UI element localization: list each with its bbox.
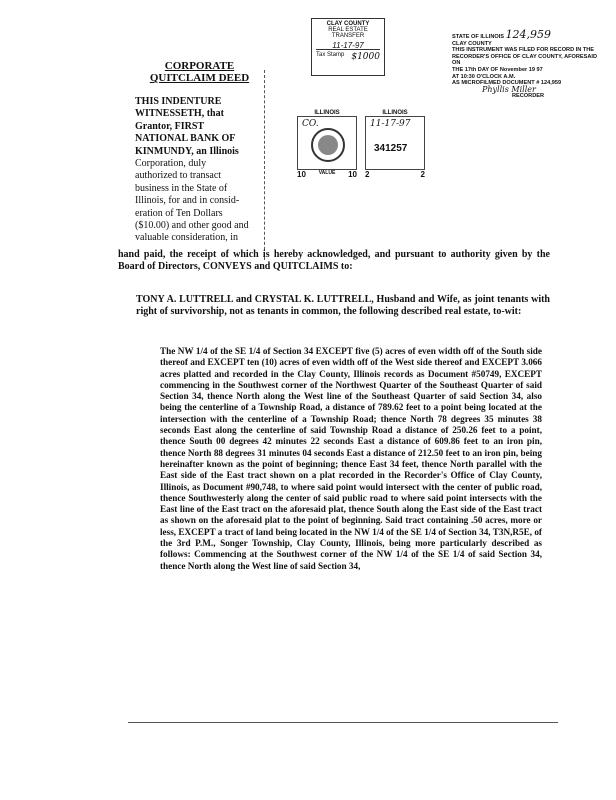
stamp-tax-label: Tax Stamp [316, 52, 345, 58]
intro-l9: Illinois, for and in consid- [135, 195, 240, 207]
recorder-line4: RECORDER'S OFFICE OF CLAY COUNTY, AFORESAID ON [452, 53, 598, 67]
seal-left-county: CO. [302, 119, 319, 129]
seal-left-mid: VALUE [318, 170, 336, 176]
intro-l8: business in the State of [135, 182, 228, 194]
recorder-title: RECORDER [512, 93, 545, 100]
legal-description: The NW 1/4 of the SE 1/4 of Section 34 EXCEPT five (5) acres of even width off of the South side thereof and EXCEPT ten (10) acres of even width off of the West side thereof and EXCEPT 3.066 acres platted and recorded in the Clay County, Illinois records as Document #50749, EXCEPT commencing in the Southwest corner of the Northwest Quarter of the Southeast Quarter of said Section 34, thence North along the West line of the Southeast Quarter of said Section 34, also being the centerline of a Township Road, a distance of 789.62 feet to a point being located at the intersection with the centerline of a Township Road; thence North 78 degrees 35 minutes 38 seconds East along the centerline of said Township Road a distance of 250.26 feet to a point, thence South 00 degrees 42 minutes 22 seconds East a distance of 609.86 feet to an iron pin, thence North 88 degrees 31 minutes 04 seconds East a distance of 212.50 feet to an iron pin, being hereinafter known as the point of beginning; thence East 34 feet, thence North parallel with the East side of the East tract shown on a plat recorded in the Recorder's Office of Clay County, Illinois, as Document #90,748, to where said point would intersect with the center of public road, thence Southwesterly along the center of said public road to where said point intersects with the East line of the East tract on the aforesaid plat, thence South along the East side of the East tract as shown on the aforesaid plat to the point of beginning. Said tract containing .50 acres, more or less, EXCEPT a tract of land being located in the NW 1/4 of the SE 1/4 of Section 34, T3N,R5E, of the 3rd P.M., Songer Township, Clay County, Illinois, being more particularly described as follows: Commencing at the Southwest corner of the NW 1/4 of the SE 1/4 of said Section 34, thence North along the West line of said Section 34, [160, 346, 542, 571]
grantee-paragraph: TONY A. LUTTRELL and CRYSTAL K. LUTTRELL, Husband and Wife, as joint tenants with right of survivorship, not as tenants in common, the following described real estate, to-wit: [136, 294, 550, 317]
bottom-rule [128, 722, 558, 723]
intro-l12: valuable consideration, in [135, 232, 239, 244]
title-line2: QUITCLAIM DEED [149, 72, 250, 84]
document-title [142, 60, 257, 84]
revenue-seal-right [365, 110, 425, 179]
recorder-line6: AT 10:30 O'CLOCK A.M. [452, 73, 516, 80]
recorder-doc-no: 124,959 [505, 28, 552, 41]
stamp-transfer: TRANSFER [331, 33, 365, 39]
intro-l2: WITNESSETH, that [135, 108, 224, 120]
seal-left-num2: 10 [348, 170, 357, 179]
seal-right-number: 341257 [374, 143, 408, 154]
intro-column [135, 96, 265, 245]
seal-right-num1: 2 [365, 170, 370, 179]
revenue-seal-left [297, 110, 357, 179]
title-line1: CORPORATE [164, 60, 235, 72]
recorder-line2: CLAY COUNTY [452, 40, 492, 47]
intro-l1: THIS INDENTURE [135, 96, 222, 107]
intro-l3: Grantor, FIRST [135, 120, 205, 132]
intro-l10: eration of Ten Dollars [135, 207, 223, 219]
intro-l6: Corporation, duly [135, 158, 207, 170]
seal-right-num2: 2 [420, 170, 425, 179]
recorder-block [452, 28, 602, 100]
seal-right-date: 11-17-97 [370, 119, 411, 129]
stamp-type: REAL ESTATE [328, 27, 368, 33]
divider-line [264, 70, 265, 260]
stamp-county: CLAY COUNTY [326, 21, 370, 27]
transfer-stamp [311, 18, 385, 76]
intro-l5: KINMUNDY, an Illinois [135, 145, 239, 157]
recorder-line7: AS MICROFILMED DOCUMENT # 124,959 [452, 80, 562, 87]
seal-left-num1: 10 [297, 170, 306, 179]
stamp-tax-amount: $1000 [351, 52, 380, 62]
seal-left-state: ILLINOIS [314, 110, 340, 116]
recorder-signature: Phyllis Miller [482, 84, 536, 94]
seal-right-state: ILLINOIS [382, 110, 408, 116]
recorder-line5: THE 17th DAY OF November 19 97 [452, 66, 543, 73]
recorder-line1: STATE OF ILLINOIS [452, 34, 504, 40]
intro-l11: ($10.00) and other good and [135, 220, 249, 232]
stamp-date: 11-17-97 [316, 41, 380, 50]
intro-l7: authorized to transact [135, 170, 222, 182]
intro-l4: NATIONAL BANK OF [135, 133, 236, 145]
consideration-continuation: hand paid, the receipt of which is hereby acknowledged, and pursuant to authority given by the Board of Directors, CONVEYS and QUITCLAIMS to: [118, 249, 550, 272]
recorder-line3: THIS INSTRUMENT WAS FILED FOR RECORD IN THE [452, 47, 595, 54]
